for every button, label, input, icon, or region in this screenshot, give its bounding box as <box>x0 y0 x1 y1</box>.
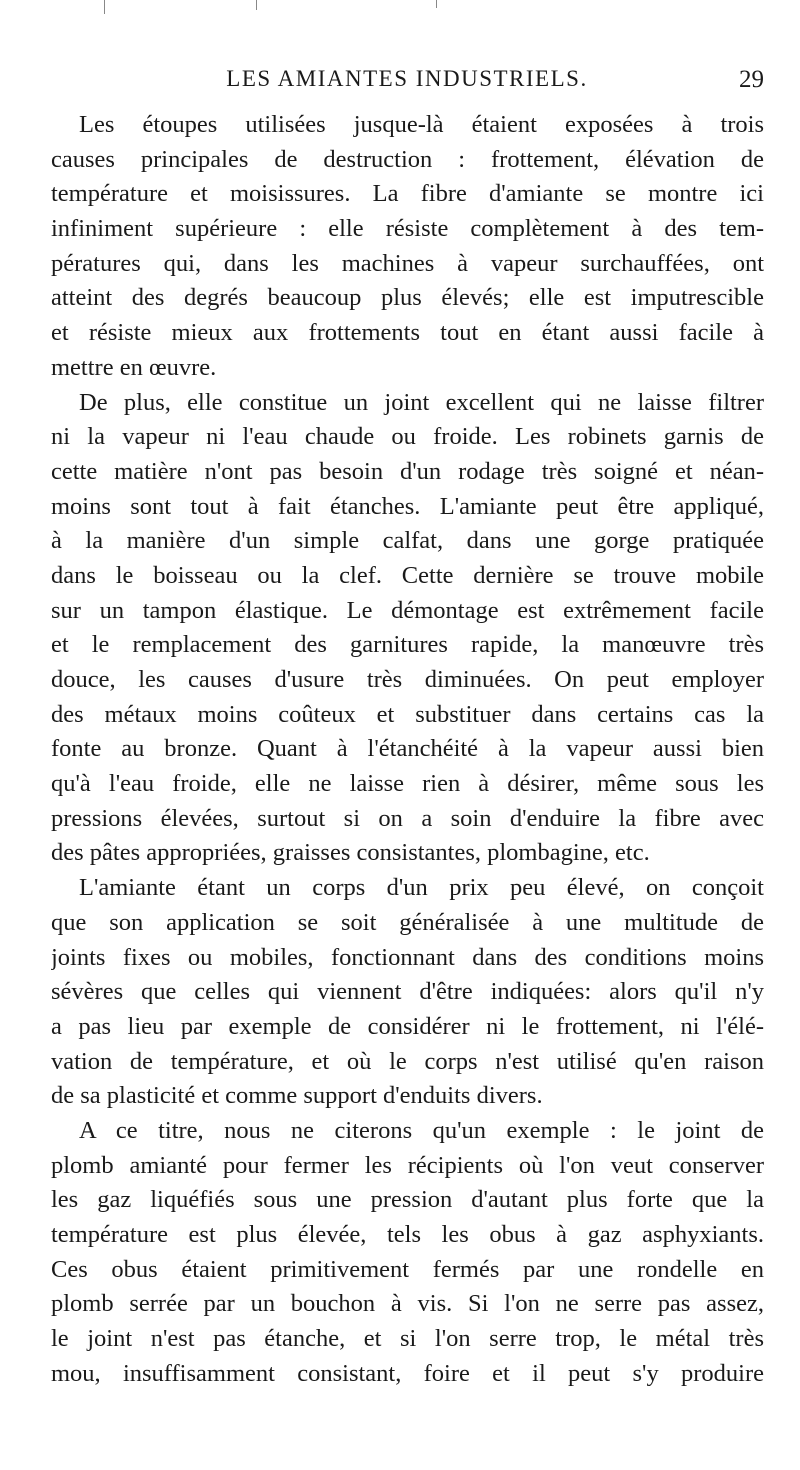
text-line: sévères que celles qui viennent d'être indiquées: alors qu'il n'y <box>51 978 764 1006</box>
text-line: de sa plasticité et comme support d'enduits divers. <box>51 1082 543 1110</box>
text-line: douce, les causes d'usure très diminuées. On peut employer <box>51 666 764 693</box>
text-line: Ces obus étaient primitivement fermés par une rondelle en <box>51 1255 764 1283</box>
text-line: et résiste mieux aux frottements tout en étant aussi facile à <box>51 319 764 347</box>
text-line: L'amiante étant un corps d'un prix peu élevé, on conçoit <box>79 874 764 902</box>
print-mark <box>104 0 105 14</box>
text-line: mou, insuffisamment consistant, foire et il peut s'y produire <box>51 1359 764 1387</box>
text-line: pératures qui, dans les machines à vapeur surchauffées, ont <box>51 249 764 277</box>
text-line: des métaux moins coûteux et substituer dans certains cas la <box>51 700 764 728</box>
text-line: moins sont tout à fait étanches. L'amiante peut être appliqué, <box>51 492 764 520</box>
text-line: le joint n'est pas étanche, et si l'on serre trop, le métal très <box>51 1325 764 1353</box>
text-line: cette matière n'ont pas besoin d'un rodage très soigné et néan- <box>51 457 764 485</box>
text-line: plomb amianté pour fermer les récipients où l'on veut conserver <box>51 1151 764 1179</box>
text-line: sur un tampon élastique. Le démontage est extrêmement facile <box>51 596 764 624</box>
text-line: ni la vapeur ni l'eau chaude ou froide. Les robinets garnis de <box>51 423 764 451</box>
text-line: que son application se soit généralisée à une multitude de <box>51 908 764 936</box>
text-line: des pâtes appropriées, graisses consistantes, plombagine, etc. <box>51 839 650 867</box>
running-title: LES AMIANTES INDUSTRIELS. <box>226 66 588 91</box>
text-line: et le remplacement des garnitures rapide, la manœuvre très <box>51 631 764 659</box>
text-line: A ce titre, nous ne citerons qu'un exemple : le joint de <box>79 1116 764 1144</box>
text-line: fonte au bronze. Quant à l'étanchéité à la vapeur aussi bien <box>51 735 764 763</box>
text-line: causes principales de destruction : frottement, élévation de <box>51 145 764 173</box>
text-line: Les étoupes utilisées jusque-là étaient exposées à trois <box>79 111 764 138</box>
text-line: les gaz liquéfiés sous une pression d'autant plus forte que la <box>51 1186 764 1214</box>
text-line: mettre en œuvre. <box>51 353 217 381</box>
text-line: joints fixes ou mobiles, fonctionnant dans des conditions moins <box>51 943 764 971</box>
print-mark <box>436 0 437 8</box>
text-line: pressions élevées, surtout si on a soin d'enduire la fibre avec <box>51 804 764 832</box>
text-line: à la manière d'un simple calfat, dans une gorge pratiquée <box>51 527 764 555</box>
text-line: plomb serrée par un bouchon à vis. Si l'on ne serre pas assez, <box>51 1290 764 1318</box>
text-line: température est plus élevée, tels les obus à gaz asphyxiants. <box>51 1221 764 1248</box>
text-line: a pas lieu par exemple de considérer ni le frottement, ni l'élé- <box>51 1012 764 1040</box>
text-line: qu'à l'eau froide, elle ne laisse rien à désirer, même sous les <box>51 770 764 798</box>
text-line: vation de température, et où le corps n'est utilisé qu'en raison <box>51 1047 764 1075</box>
text-line: atteint des degrés beaucoup plus élevés; elle est imputrescible <box>51 284 764 312</box>
body-text <box>51 108 764 1391</box>
text-line: infiniment supérieure : elle résiste complètement à des tem- <box>51 215 764 243</box>
text-line: température et moisissures. La fibre d'amiante se montre ici <box>51 180 764 208</box>
text-line: De plus, elle constitue un joint excellent qui ne laisse filtrer <box>79 388 764 416</box>
page-header <box>50 66 764 106</box>
print-mark <box>256 0 257 10</box>
text-line: dans le boisseau ou la clef. Cette dernière se trouve mobile <box>51 561 764 589</box>
page-number: 29 <box>739 66 764 93</box>
